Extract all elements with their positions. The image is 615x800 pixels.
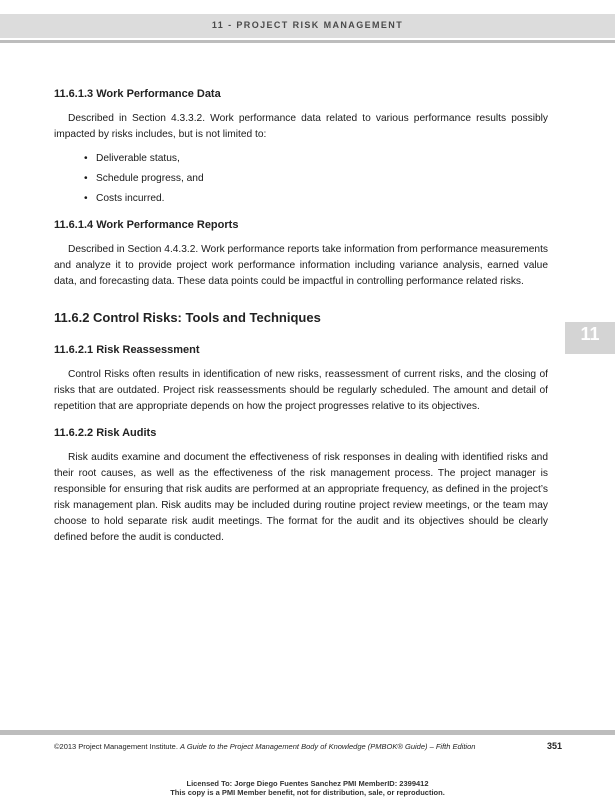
heading-work-performance-reports: 11.6.1.4 Work Performance Reports — [54, 219, 239, 231]
heading-work-performance-data: 11.6.1.3 Work Performance Data — [54, 88, 221, 100]
chapter-tab-number: 11 — [580, 324, 600, 344]
license-line-2: This copy is a PMI Member benefit, not for distribution, sale, or reproduction. — [170, 788, 445, 797]
bullet-list — [54, 149, 548, 209]
heading-risk-audits: 11.6.2.2 Risk Audits — [54, 427, 157, 439]
footer-book-title: A Guide to the Project Management Body of Knowledge (PMBOK® Guide) – Fifth Edition — [180, 742, 476, 751]
footer-rule — [0, 730, 615, 735]
footer-copyright: ©2013 Project Management Institute. — [54, 742, 178, 751]
page-content — [54, 86, 548, 552]
paragraph-work-performance-reports: Described in Section 4.4.3.2. Work performance reports take information from performance measurements and analyze it to provide project work performance information including variance analysis, earned value data, and forecasting data. These data points could be impactful in controlling performance related risks. — [54, 244, 548, 287]
paragraph-work-performance-data: Described in Section 4.3.3.2. Work performance data related to various performance results possibly impacted by risks includes, but is not limited to: — [54, 113, 548, 140]
license-line-1: Licensed To: Jorge Diego Fuentes Sanchez PMI MemberID: 2399412 — [186, 779, 429, 788]
page-number: 351 — [546, 741, 562, 751]
heading-risk-reassessment: 11.6.2.1 Risk Reassessment — [54, 344, 200, 356]
paragraph-risk-reassessment: Control Risks often results in identification of new risks, reassessment of current risks, and the closing of risks that are outdated. Project risk reassessments should be regularly scheduled. The amount and detail of repetition that are appropriate depends on how the project progresses relative to its objectives. — [54, 369, 548, 412]
list-item: • Costs incurred. — [84, 189, 548, 209]
running-header: 11 - PROJECT RISK MANAGEMENT — [211, 20, 404, 30]
heading-tools-and-techniques: 11.6.2 Control Risks: Tools and Techniques — [54, 310, 321, 325]
paragraph-risk-audits: Risk audits examine and document the effectiveness of risk responses in dealing with identified risks and their root causes, as well as the effectiveness of the risk management process. The project manager is responsible for ensuring that risk audits are performed at an appropriate frequency, as defined in the project’s risk management plan. Risk audits may be included during routine project review meetings, or the team may choose to hold separate risk audit meetings. The format for the audit and its objectives should be clearly defined before the audit is conducted. — [54, 452, 548, 543]
list-item: • Deliverable status, — [84, 149, 548, 169]
list-item: • Schedule progress, and — [84, 169, 548, 189]
footer-citation — [54, 742, 475, 751]
header-rule — [0, 40, 615, 43]
